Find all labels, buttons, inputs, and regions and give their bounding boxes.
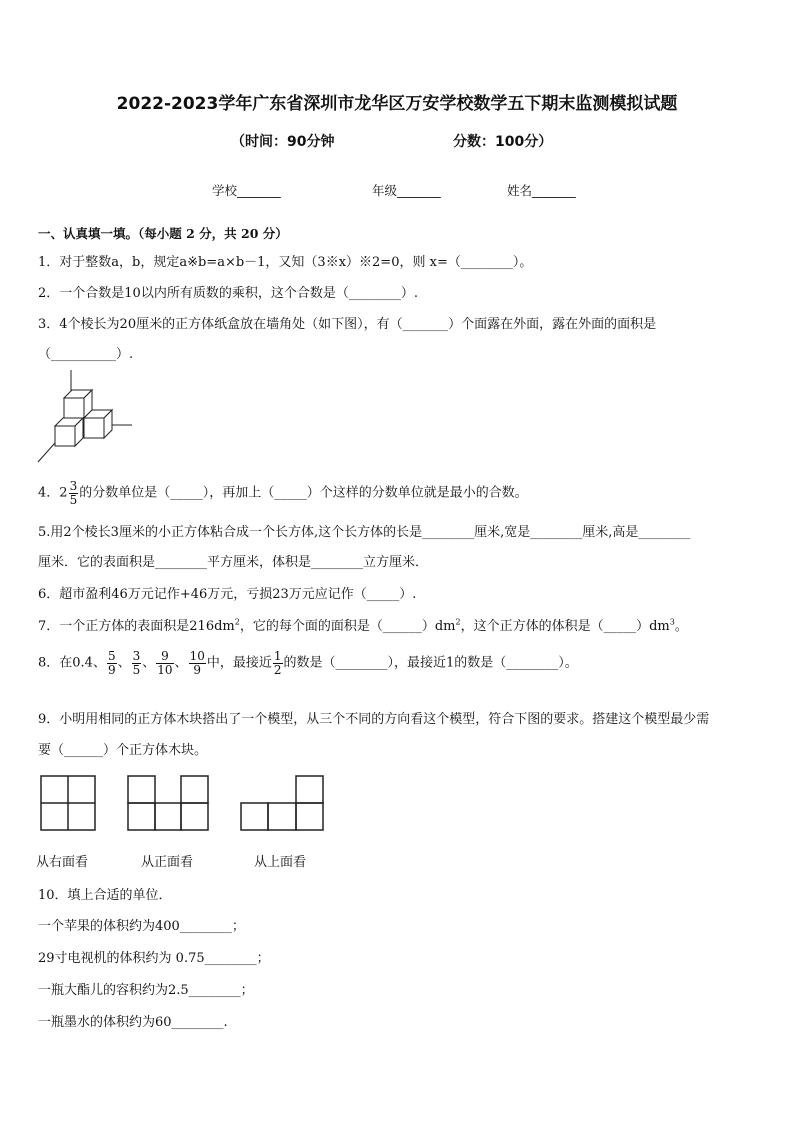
time-info: （时间：90分钟 [231,134,335,150]
denominator: 5 [69,492,78,507]
denominator: 10 [157,662,173,677]
question-5-line1: 5.用2个棱长3厘米的小正方体粘合成一个长方体,这个长方体的长是________厘米,宽是________厘米,高是________ [38,525,691,540]
question-8-prefix: 8．在0.4、 [38,655,106,671]
fraction [189,650,206,676]
separator: 、 [174,655,188,671]
denominator: 9 [193,662,202,677]
mixed-number-whole: 2 [59,485,68,501]
superscript: 3 [669,617,675,627]
corner-cubes-figure [38,370,138,465]
numerator: 9 [156,650,173,664]
score-info: 分数：100分） [453,134,553,150]
numerator: 10 [189,649,205,663]
question-8-suffix: 的数是（________），最接近1的数是（________）。 [283,655,578,671]
fraction [69,480,79,506]
question-4-prefix: 4． [38,485,60,501]
school-field: 学校_______ [212,183,281,198]
numerator: 1 [273,649,282,663]
page-title: 2022-2023学年广东省深圳市龙华区万安学校数学五下期末监测模拟试题 [116,94,678,114]
question-2: 2．一个合数是10以内所有质数的乘积，这个合数是（________）. [38,286,418,301]
question-8 [38,650,578,676]
question-3-line1: 3．4个棱长为20厘米的正方体纸盒放在墙角处（如下图），有（_______）个面露在外面，露在外面的面积是 [38,317,657,332]
view-top-caption: 从上面看 [254,855,307,870]
view-right-figure [40,775,96,831]
numerator: 5 [107,649,116,663]
fraction [132,650,142,676]
question-10-a: 一个苹果的体积约为400________； [38,919,245,934]
view-front-caption: 从正面看 [141,855,194,870]
question-1: 1．对于整数a，b，规定a※b=a×b－1，又知（3※x）※2=0，则 x=（________）。 [38,255,533,270]
name-field: 姓名_______ [507,183,576,198]
question-9-line2: 要（______）个正方体木块。 [38,743,208,758]
question-3-line2: （__________）. [38,347,134,362]
question-4-suffix: 的分数单位是（_____），再加上（_____）个这样的分数单位就是最小的合数。 [79,485,528,501]
grade-field: 年级_______ [372,183,441,198]
question-4 [38,480,528,506]
question-10-c: 一瓶大酯儿的容积约为2.5________； [38,983,254,998]
question-8-mid: 中，最接近 [206,655,272,671]
separator: 、 [117,655,131,671]
question-10-b: 29寸电视机的体积约为 0.75________； [38,951,270,966]
fraction [273,650,283,676]
superscript: 2 [455,617,461,627]
question-9-line1: 9．小明用相同的正方体木块搭出了一个模型，从三个不同的方向看这个模型，符合下图的要求。搭建这个模型最少需 [38,712,710,727]
question-7-text: ，这个正方体的体积是（_____）dm [460,619,670,634]
question-7-text: 7．一个正方体的表面积是216dm [38,619,235,634]
view-right-caption: 从右面看 [36,855,89,870]
denominator: 5 [132,662,141,677]
superscript: 2 [234,617,240,627]
numerator: 3 [69,479,78,493]
question-7-text: 。 [674,619,688,634]
question-10-d: 一瓶墨水的体积约为60________. [38,1015,228,1030]
question-7 [38,615,688,634]
view-front-figure [127,775,209,831]
separator: 、 [142,655,156,671]
question-6: 6．超市盈利46万元记作+46万元，亏损23万元应记作（_____）. [38,587,417,602]
denominator: 2 [273,662,282,677]
view-top-figure [240,775,324,831]
question-5-line2: 厘米．它的表面积是________平方厘米，体积是________立方厘米． [38,555,429,570]
numerator: 3 [132,649,141,663]
denominator: 9 [107,662,116,677]
fraction [107,650,117,676]
fraction [156,650,173,676]
question-7-text: ，它的每个面的面积是（______）dm [239,619,456,634]
question-10: 10．填上合适的单位． [38,888,172,903]
section-heading: 一、认真填一填。（每小题 2 分，共 20 分） [38,226,288,241]
